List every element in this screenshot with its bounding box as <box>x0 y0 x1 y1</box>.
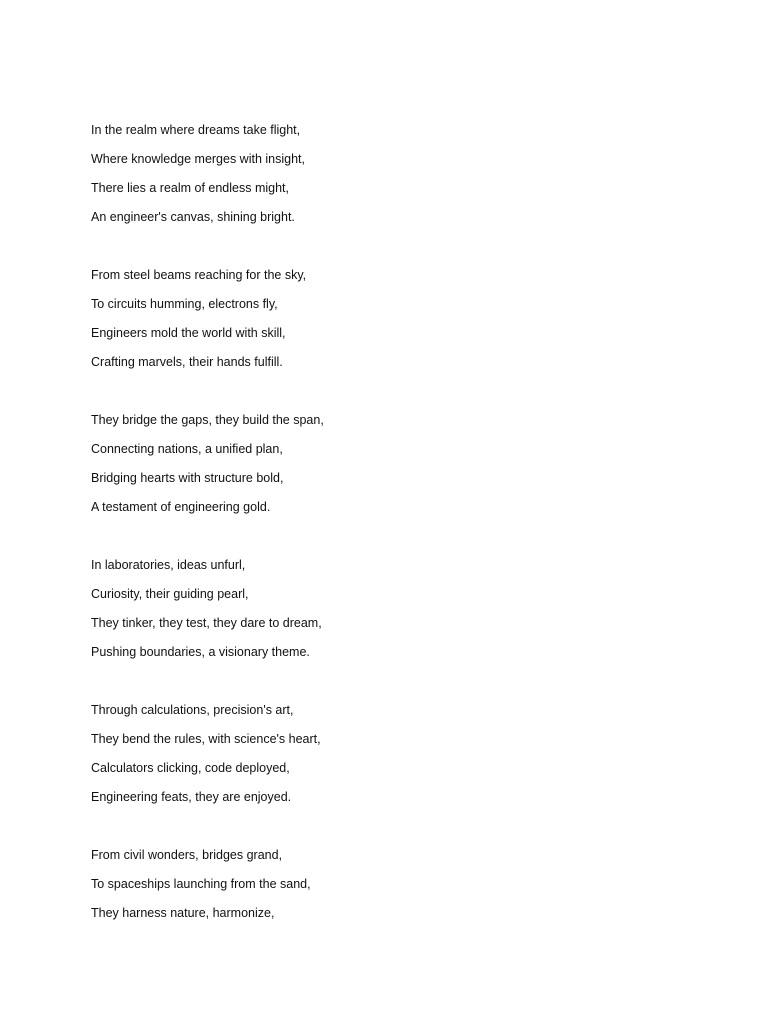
stanza-1 <box>91 120 324 236</box>
poem-line: From civil wonders, bridges grand, <box>91 848 283 862</box>
poem-line: They tinker, they test, they dare to dream, <box>91 616 322 630</box>
poem-line: Crafting marvels, their hands fulfill. <box>91 355 283 369</box>
poem-line: An engineer's canvas, shining bright. <box>91 210 295 224</box>
poem-line: Where knowledge merges with insight, <box>91 152 305 166</box>
poem-line: Engineering feats, they are enjoyed. <box>91 790 292 804</box>
poem-line: Curiosity, their guiding pearl, <box>91 587 249 601</box>
stanza-3 <box>91 410 324 526</box>
poem-line: They harness nature, harmonize, <box>91 906 275 920</box>
poem-line: Pushing boundaries, a visionary theme. <box>91 645 310 659</box>
poem-line: Through calculations, precision's art, <box>91 703 294 717</box>
poem-line: In laboratories, ideas unfurl, <box>91 558 246 572</box>
poem-line: They bend the rules, with science's heart, <box>91 732 321 746</box>
poem-line: They bridge the gaps, they build the span, <box>91 413 324 427</box>
poem-line: There lies a realm of endless might, <box>91 181 290 195</box>
stanza-6 <box>91 845 324 932</box>
poem-line: To spaceships launching from the sand, <box>91 877 311 891</box>
poem-line: Connecting nations, a unified plan, <box>91 442 283 456</box>
poem-line: To circuits humming, electrons fly, <box>91 297 278 311</box>
poem-line: Calculators clicking, code deployed, <box>91 761 290 775</box>
poem-line: A testament of engineering gold. <box>91 500 271 514</box>
poem-line: From steel beams reaching for the sky, <box>91 268 307 282</box>
poem-line: In the realm where dreams take flight, <box>91 123 301 137</box>
stanza-5 <box>91 700 324 816</box>
stanza-2 <box>91 265 324 381</box>
poem-line: Bridging hearts with structure bold, <box>91 471 284 485</box>
poem-line: Engineers mold the world with skill, <box>91 326 286 340</box>
poem-body <box>91 120 324 961</box>
stanza-4 <box>91 555 324 671</box>
